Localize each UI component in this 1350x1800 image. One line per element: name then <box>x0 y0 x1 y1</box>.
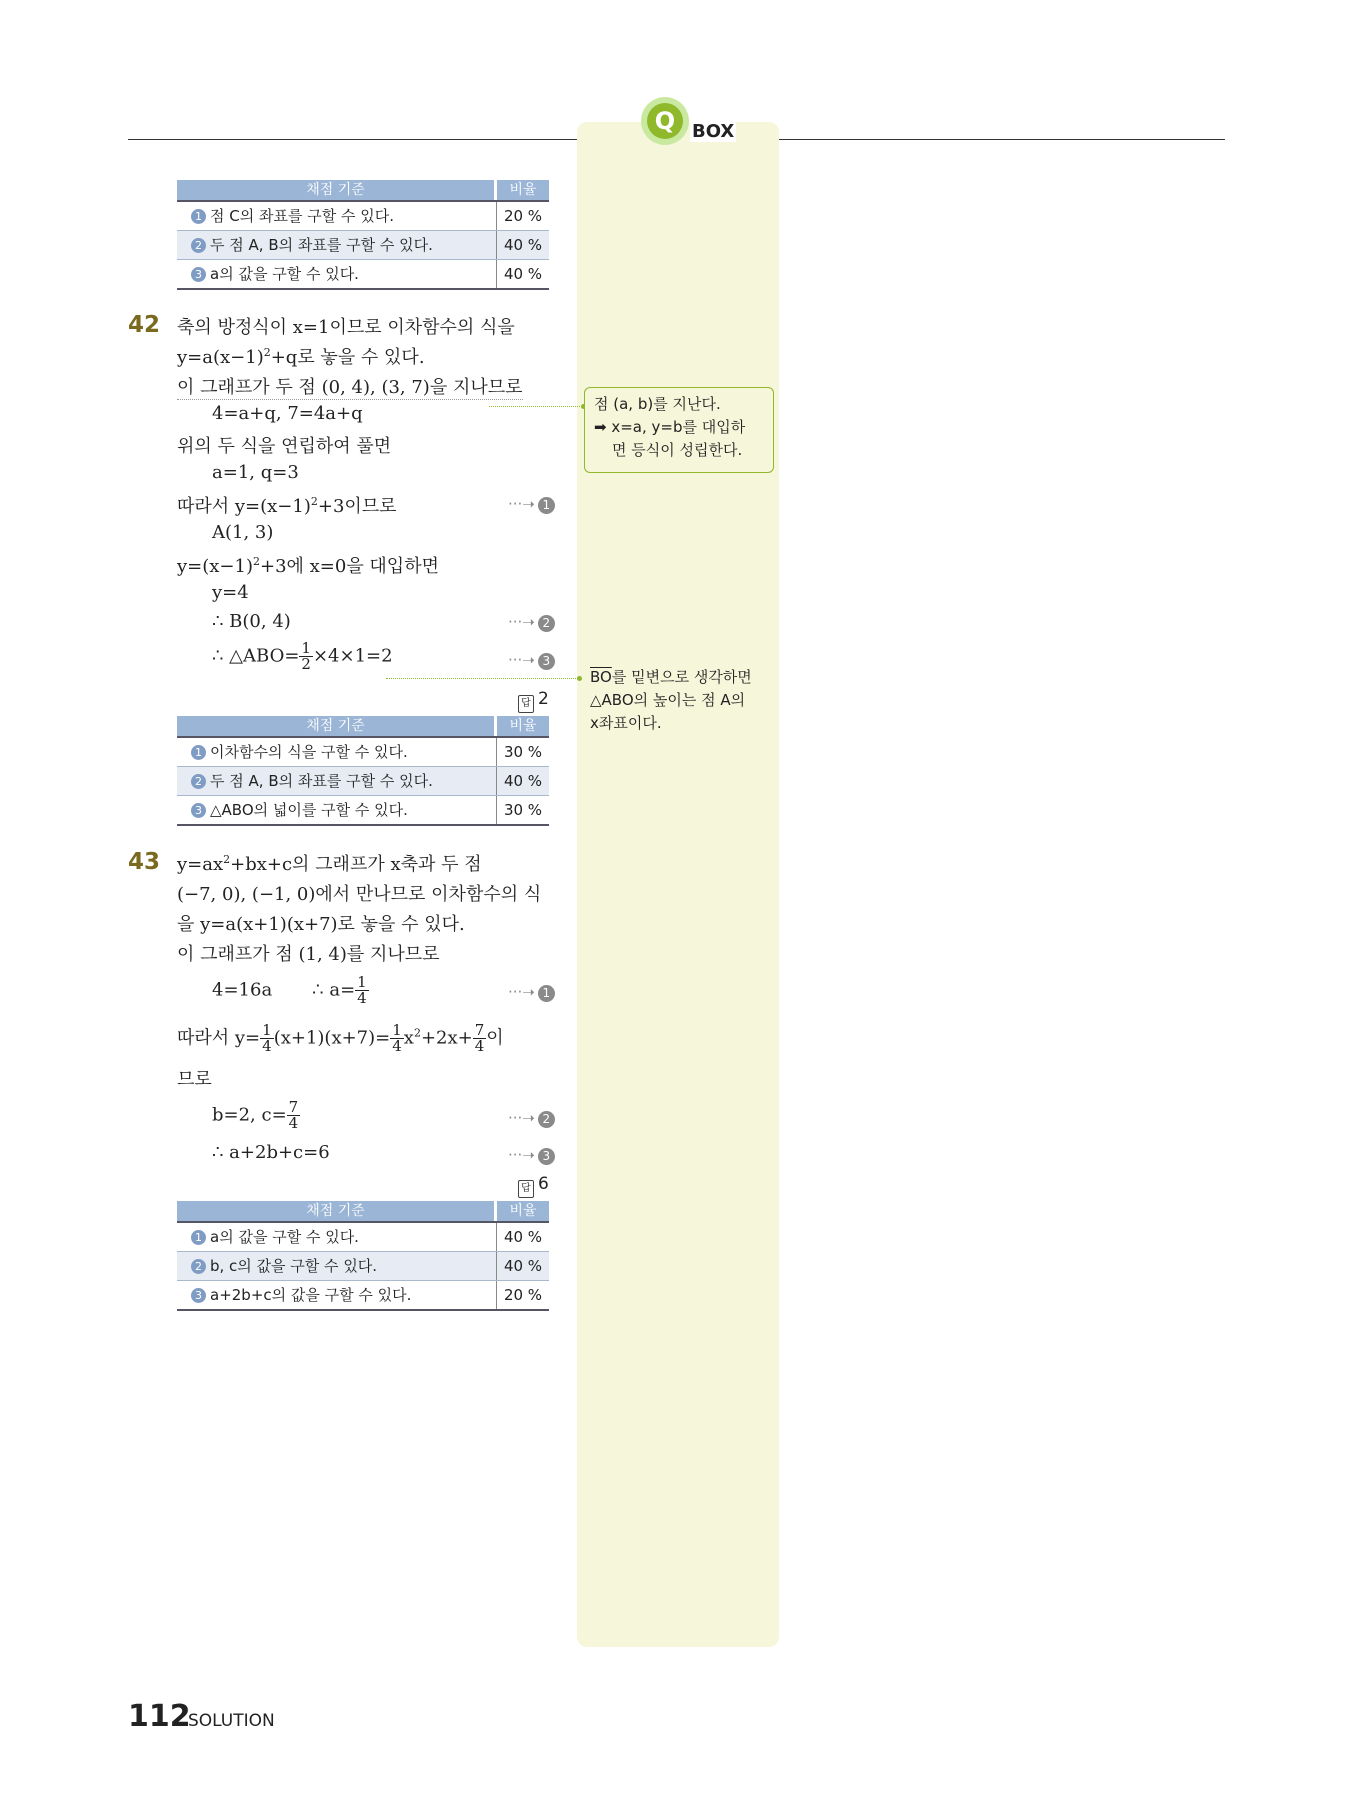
note-dot <box>577 676 582 681</box>
p42-line-2: $y=a(x-1)^2+q$로 놓을 수 있다. <box>177 346 425 368</box>
scoring-table-43: 채점 기준 비율 1 a의 값을 구할 수 있다. 40 % 2 b, c의 값을 구할 수 있다. 40 % 3 a+2b+c의 값을 구할 수 있다. 20 % <box>177 1201 549 1311</box>
note-connector <box>386 678 582 679</box>
answer-42: 답 2 <box>518 689 549 713</box>
p42-line-6: a=1, q=3 <box>212 462 299 483</box>
q-box-logo-icon: Q <box>641 97 689 145</box>
table-row: 2 두 점 A, B의 좌표를 구할 수 있다. 40 % <box>177 231 549 260</box>
p42-line-7: 따라서 $y=(x-1)^2+3$이므로 <box>177 495 397 517</box>
step-marker-1: ···➝ 1 <box>508 983 555 1002</box>
p43-line-6: 따라서 y= $\frac{1}{4}$ (x+1)(x+7)= $\frac{1}{4}$ $x^2+2x+$ $\frac{7}{4}$ 이 <box>177 1021 504 1055</box>
section-label: SOLUTION <box>188 1711 275 1731</box>
table-row: 2 두 점 A, B의 좌표를 구할 수 있다. 40 % <box>177 767 549 796</box>
p43-line-3: 을 y=a(x+1)(x+7)로 놓을 수 있다. <box>177 914 465 935</box>
note-1-line-3: 면 등식이 성립한다. <box>612 441 743 459</box>
note-1-line-2: ➡ x=a, y=b를 대입하 <box>594 418 746 436</box>
table-row: 3 a+2b+c의 값을 구할 수 있다. 20 % <box>177 1281 549 1311</box>
step-marker-3: ···➝ 3 <box>508 651 555 670</box>
p43-line-4: 이 그래프가 점 (1, 4)를 지나므로 <box>177 944 440 965</box>
p42-line-11: ∴ B(0, 4) <box>212 611 291 632</box>
p42-line-8: A(1, 3) <box>212 522 274 543</box>
problem-number-43: 43 <box>128 849 161 875</box>
answer-43: 답 6 <box>518 1174 549 1198</box>
p42-line-12: ∴ △ABO= $\frac{1}{2}$ ×4×1=2 <box>212 639 393 673</box>
table-row: 1 점 C의 좌표를 구할 수 있다. 20 % <box>177 202 549 231</box>
p43-line-1: $y=ax^2+bx+c$의 그래프가 x축과 두 점 <box>177 853 482 875</box>
scoring-table-42: 채점 기준 비율 1 이차함수의 식을 구할 수 있다. 30 % 2 두 점 A, B의 좌표를 구할 수 있다. 40 % 3 △ABO의 넓이를 구할 수 있다. 30 % <box>177 716 549 826</box>
table-row: 1 a의 값을 구할 수 있다. 40 % <box>177 1223 549 1252</box>
table-row: 3 a의 값을 구할 수 있다. 40 % <box>177 260 549 290</box>
step-marker-3: ···➝ 3 <box>508 1146 555 1165</box>
p42-line-1: 축의 방정식이 x=1이므로 이차함수의 식을 <box>177 317 515 338</box>
table-row: 1 이차함수의 식을 구할 수 있다. 30 % <box>177 738 549 767</box>
p43-line-7: 므로 <box>177 1069 212 1090</box>
note-2-line-1: $\overline{BO}$를 밑변으로 생각하면 <box>590 668 752 686</box>
table-row: 3 △ABO의 넓이를 구할 수 있다. 30 % <box>177 796 549 826</box>
note-2-line-2: △ABO의 높이는 점 A의 <box>590 691 746 709</box>
p42-line-5: 위의 두 식을 연립하여 풀면 <box>177 436 392 457</box>
p43-line-8: b=2, c= $\frac{7}{4}$ <box>212 1098 299 1132</box>
step-marker-1: ···➝ 1 <box>508 495 555 514</box>
note-1-line-1: 점 (a, b)를 지난다. <box>594 395 721 413</box>
page-number: 112 <box>128 1699 191 1734</box>
p42-line-4: 4=a+q, 7=4a+q <box>212 403 363 424</box>
note-1 <box>594 393 745 462</box>
q-box-label: BOX <box>692 121 735 142</box>
answer-icon: 답 <box>518 695 534 713</box>
scoring-table-41: 채점 기준 비율 1 점 C의 좌표를 구할 수 있다. 20 % 2 두 점 A, B의 좌표를 구할 수 있다. 40 % 3 a의 값을 구할 수 있다. 40 % <box>177 180 549 290</box>
p42-line-10: y=4 <box>212 582 249 603</box>
p42-line-9: $y=(x-1)^2+3$에 x=0을 대입하면 <box>177 555 439 577</box>
p42-line-3: 이 그래프가 두 점 (0, 4), (3, 7)을 지나므로 <box>177 373 523 400</box>
answer-icon: 답 <box>518 1180 534 1198</box>
problem-number-42: 42 <box>128 312 161 338</box>
step-marker-2: ···➝ 2 <box>508 1109 555 1128</box>
p43-line-5: 4=16a ∴ a= $\frac{1}{4}$ <box>212 973 367 1007</box>
note-2-line-3: x좌표이다. <box>590 714 662 732</box>
table-row: 2 b, c의 값을 구할 수 있다. 40 % <box>177 1252 549 1281</box>
note-connector <box>489 406 584 407</box>
note-2 <box>590 666 752 735</box>
p43-line-2: (−7, 0), (−1, 0)에서 만나므로 이차함수의 식 <box>177 884 542 905</box>
q-box-panel <box>577 122 779 1647</box>
step-marker-2: ···➝ 2 <box>508 613 555 632</box>
p43-line-9: ∴ a+2b+c=6 <box>212 1142 330 1163</box>
